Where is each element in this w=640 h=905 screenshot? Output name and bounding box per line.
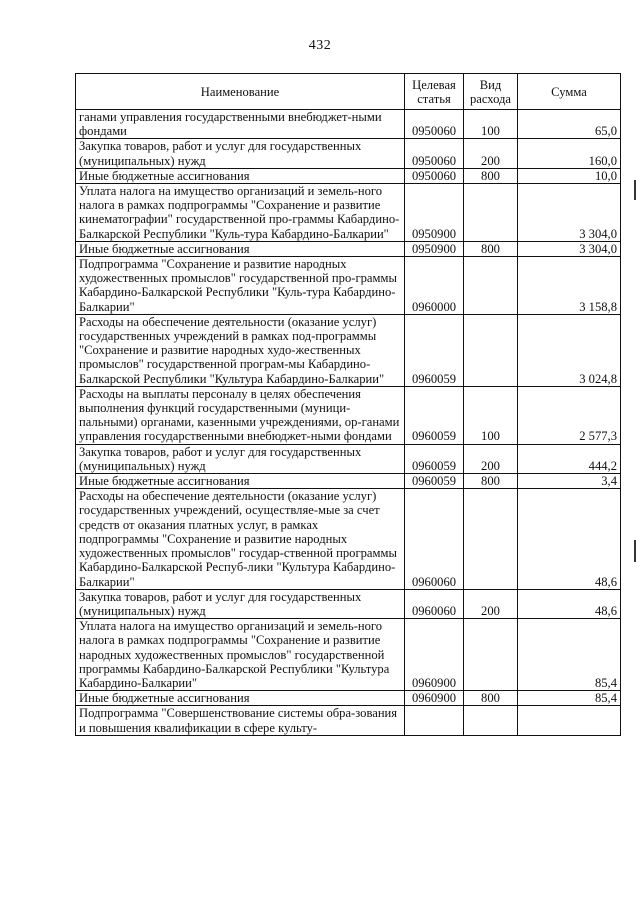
row-expense-type (464, 184, 518, 242)
header-target-article: Целевая статья (405, 74, 464, 110)
row-expense-type: 800 (464, 241, 518, 256)
table-row (76, 706, 621, 735)
row-amount: 10,0 (518, 168, 621, 183)
table-row (76, 489, 621, 589)
row-expense-type: 100 (464, 110, 518, 139)
row-amount: 85,4 (518, 691, 621, 706)
row-expense-type (464, 489, 518, 589)
row-name: Иные бюджетные ассигнования (76, 168, 405, 183)
row-amount: 444,2 (518, 444, 621, 473)
row-target-article: 0960000 (405, 257, 464, 315)
row-name: ганами управления государственными внебюджет-ными фондами (76, 110, 405, 139)
row-amount: 65,0 (518, 110, 621, 139)
row-target-article: 0950060 (405, 168, 464, 183)
row-name: Иные бюджетные ассигнования (76, 691, 405, 706)
row-name: Закупка товаров, работ и услуг для государственных (муниципальных) нужд (76, 444, 405, 473)
row-expense-type (464, 314, 518, 386)
row-expense-type: 200 (464, 139, 518, 168)
row-expense-type (464, 706, 518, 735)
row-name: Закупка товаров, работ и услуг для государственных (муниципальных) нужд (76, 589, 405, 618)
table-body (76, 110, 621, 736)
row-expense-type: 200 (464, 589, 518, 618)
table-row (76, 474, 621, 489)
row-expense-type: 800 (464, 168, 518, 183)
row-amount: 2 577,3 (518, 386, 621, 444)
table-row (76, 386, 621, 444)
row-target-article: 0960059 (405, 444, 464, 473)
row-amount: 3 304,0 (518, 241, 621, 256)
row-name: Подпрограмма "Совершенствование системы обра-зования и повышения квалификации в сфере культу- (76, 706, 405, 735)
row-amount: 85,4 (518, 619, 621, 691)
row-name: Расходы на обеспечение деятельности (оказание услуг) государственных учреждений в рамках под-программы "Сохранение и развитие народных худо-жественных промыслов" государственной програм-мы Кабардино-Балкарской Республики "Культура Кабардино-Балкарии" (76, 314, 405, 386)
table-row (76, 589, 621, 618)
table-row (76, 241, 621, 256)
row-target-article: 0960060 (405, 589, 464, 618)
row-amount (518, 706, 621, 735)
row-expense-type (464, 257, 518, 315)
row-target-article: 0960059 (405, 314, 464, 386)
row-name: Уплата налога на имущество организаций и земель-ного налога в рамках подпрограммы "Сохранение и развитие народных художественных промыслов" государственной программы Кабардино-Балкарской Республики "Культура Кабардино-Балкарии" (76, 619, 405, 691)
row-amount: 48,6 (518, 589, 621, 618)
row-name: Закупка товаров, работ и услуг для государственных (муниципальных) нужд (76, 139, 405, 168)
row-expense-type (464, 619, 518, 691)
header-expense-type: Вид расхода (464, 74, 518, 110)
scan-edge-mark (634, 180, 636, 200)
table-row (76, 619, 621, 691)
row-amount: 3 024,8 (518, 314, 621, 386)
row-expense-type: 800 (464, 691, 518, 706)
row-target-article: 0950060 (405, 139, 464, 168)
row-name: Подпрограмма "Сохранение и развитие народных художественных промыслов" государственной про-граммы Кабардино-Балкарской Республики "Куль-тура Кабардино-Балкарии" (76, 257, 405, 315)
header-amount: Сумма (518, 74, 621, 110)
scan-edge-mark (634, 540, 636, 562)
row-target-article: 0950900 (405, 241, 464, 256)
row-expense-type: 800 (464, 474, 518, 489)
table-header-row (76, 74, 621, 110)
row-amount: 3 304,0 (518, 184, 621, 242)
table-row (76, 139, 621, 168)
header-name: Наименование (76, 74, 405, 110)
row-name: Расходы на обеспечение деятельности (оказание услуг) государственных учреждений, осуществляе-мые за счет средств от оказания платных услуг, в рамках подпрограммы "Сохранение и развитие народных художественных промыслов" государ-ственной программы Кабардино-Балкарской Респуб-лики "Культура Кабардино-Балкарии" (76, 489, 405, 589)
row-target-article: 0960900 (405, 619, 464, 691)
table-row (76, 314, 621, 386)
page-number: 432 (308, 38, 332, 53)
row-target-article: 0960900 (405, 691, 464, 706)
row-target-article: 0960059 (405, 474, 464, 489)
row-target-article: 0950900 (405, 184, 464, 242)
table-row (76, 257, 621, 315)
row-amount: 3 158,8 (518, 257, 621, 315)
row-target-article: 0960060 (405, 489, 464, 589)
table-row (76, 110, 621, 139)
row-amount: 160,0 (518, 139, 621, 168)
row-name: Иные бюджетные ассигнования (76, 474, 405, 489)
table-row (76, 184, 621, 242)
row-expense-type: 100 (464, 386, 518, 444)
row-name: Иные бюджетные ассигнования (76, 241, 405, 256)
row-amount: 3,4 (518, 474, 621, 489)
row-amount: 48,6 (518, 489, 621, 589)
table-row (76, 691, 621, 706)
row-target-article: 0960059 (405, 386, 464, 444)
row-target-article (405, 706, 464, 735)
table-row (76, 168, 621, 183)
row-name: Уплата налога на имущество организаций и земель-ного налога в рамках подпрограммы "Сохранение и развитие кинематографии" государственной про-граммы Кабардино-Балкарской Республики "Куль-тура Кабардино-Балкарии" (76, 184, 405, 242)
table-row (76, 444, 621, 473)
row-expense-type: 200 (464, 444, 518, 473)
row-target-article: 0950060 (405, 110, 464, 139)
budget-table (75, 73, 621, 736)
row-name: Расходы на выплаты персоналу в целях обеспечения выполнения функций государственными (муници-пальными) органами, казенными учреждениями, ор-ганами управления государственными внебюджет-ными фондами (76, 386, 405, 444)
